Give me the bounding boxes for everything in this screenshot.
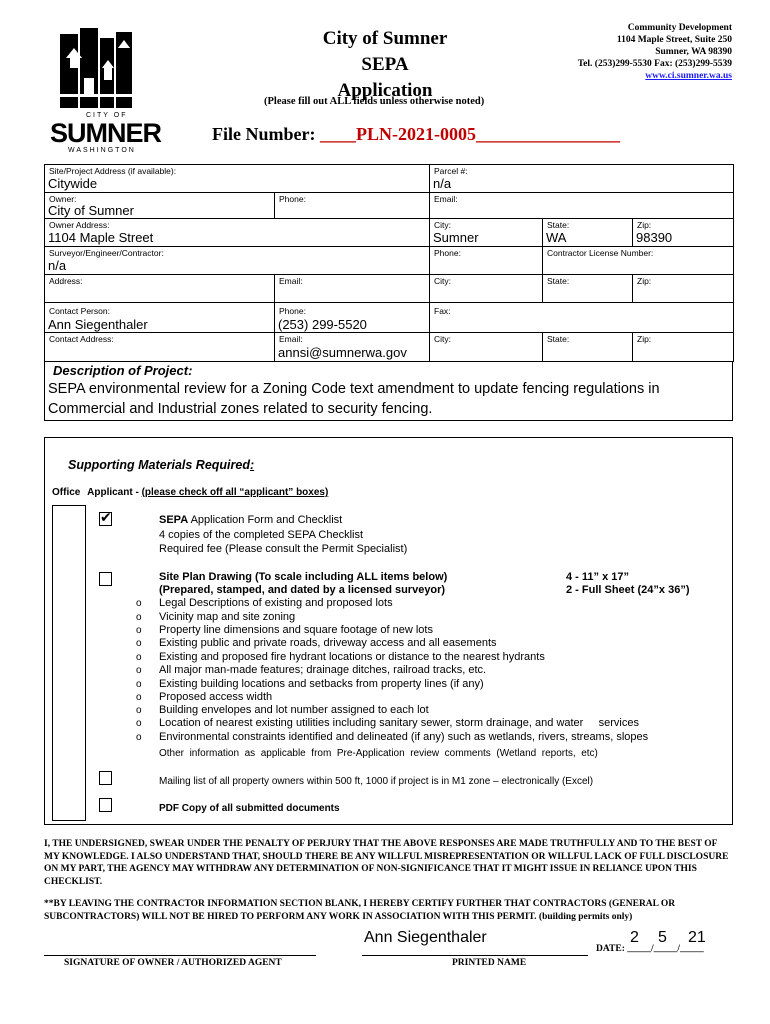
materials-heading-text: Supporting Materials Required: [68, 458, 250, 472]
contact-phone-cell[interactable]: [275, 303, 430, 333]
parcel-value: n/a: [433, 176, 452, 191]
contractor-license-label: Contractor License Number:: [547, 248, 654, 258]
list-item: Vicinity map and site zoning: [159, 611, 296, 623]
pdf-copy-checkbox[interactable]: [99, 798, 112, 812]
list-item: Property line dimensions and square footage of new lots: [159, 624, 433, 636]
sepa-checkbox[interactable]: [99, 512, 112, 526]
list-item: Legal Descriptions of existing and proposed lots: [159, 597, 393, 609]
date-field[interactable]: [596, 944, 704, 954]
logo-graphic: [46, 28, 156, 110]
dept-website-link[interactable]: www.ci.sumner.wa.us: [645, 71, 732, 81]
contractor-certification: **BY LEAVING THE CONTRACTOR INFORMATION SECTION BLANK, I HEREBY CERTIFY FURTHER THAT CONTRACTORS (GENERAL OR SUBCONTRACTORS) WILL NOT BE HIRED TO PERFORM ANY WORK IN ASSOCIATION WITH THIS PERMIT. (building permits only): [44, 899, 676, 922]
contractor-license-cell[interactable]: [543, 247, 734, 275]
surveyor-city-cell[interactable]: [430, 275, 543, 303]
bullet-icon: o: [136, 625, 142, 636]
date-day: 5: [658, 929, 667, 946]
owner-city-cell[interactable]: [430, 219, 543, 247]
date-blank: _____/_____/_____: [627, 944, 704, 954]
owner-zip-label: Zip:: [637, 220, 652, 230]
owner-phone-cell[interactable]: [275, 193, 430, 219]
file-number-value: ____PLN-2021-0005________________: [319, 124, 620, 144]
description-label: Description of Project:: [53, 363, 193, 378]
site-plan-checkbox[interactable]: [99, 572, 112, 586]
perjury-declaration: I, THE UNDERSIGNED, SWEAR UNDER THE PENALTY OF PERJURY THAT THE ABOVE RESPONSES ARE MADE TRUTHFULLY AND TO THE BEST OF MY KNOWLEDGE. I ALSO UNDERSTAND THAT, SHOULD THERE BE ANY WILLFUL MISREPRESENTATION OR WILLFUL LACK OF FULL DISCLOSURE ON MY PART, THE AGENCY MAY WITHDRAW ANY DETERMINATION OF NON-SIGNIFICANCE THAT IT MIGHT ISSUE IN RELIANCE UPON THIS CHECKLIST.: [44, 839, 729, 887]
site-plan-line2: (Prepared, stamped, and dated by a licensed surveyor): [159, 584, 446, 596]
owner-label: Owner:: [49, 194, 77, 204]
surveyor-state-cell[interactable]: [543, 275, 633, 303]
list-item: All major man-made features; drainage ditches, railroad tracks, etc.: [159, 664, 487, 676]
contact-person-value: Ann Siegenthaler: [48, 317, 148, 332]
bullet-icon: o: [136, 652, 142, 663]
owner-address-value: 1104 Maple Street: [48, 230, 154, 245]
list-item: Proposed access width: [159, 691, 273, 703]
bullet-icon: o: [136, 692, 142, 703]
title-line1: City of Sumner: [322, 28, 448, 49]
list-item: Existing building locations and setbacks from property lines (if any): [159, 678, 484, 690]
surveyor-label: Surveyor/Engineer/Contractor:: [49, 248, 164, 258]
logo-sub: WASHINGTON: [68, 147, 136, 154]
contact-city-label: City:: [434, 334, 451, 344]
contact-city-cell[interactable]: [430, 333, 543, 362]
surveyor-zip-label: Zip:: [637, 276, 652, 286]
checkmark-icon: ✔: [100, 510, 112, 526]
owner-cell[interactable]: [45, 193, 275, 219]
description-value: SEPA environmental review for a Zoning Code text amendment to update fencing regulations in Commercial and Industrial zones related to security fencing.: [48, 381, 660, 417]
contact-email-cell[interactable]: [275, 333, 430, 362]
surveyor-value: n/a: [48, 258, 67, 273]
contact-person-label: Contact Person:: [49, 306, 110, 316]
file-number-row: [212, 124, 620, 145]
sheet-size-full: 2 - Full Sheet (24”x 36”): [566, 584, 690, 596]
bullet-icon: o: [136, 679, 142, 690]
bullet-icon: o: [136, 598, 142, 609]
instruction-text: (Please fill out ALL fields unless otherwise noted): [264, 96, 485, 107]
title-line3: Application: [337, 80, 433, 101]
bullet-icon: o: [136, 732, 142, 743]
logo-small-text: CITY OF: [86, 112, 128, 119]
description-box[interactable]: [44, 361, 733, 421]
date-month: 2: [630, 929, 639, 946]
owner-city-label: City:: [434, 220, 451, 230]
surveyor-cell[interactable]: [45, 247, 430, 275]
bullet-icon: o: [136, 612, 142, 623]
owner-zip-value: 98390: [636, 230, 673, 245]
owner-zip-cell[interactable]: [633, 219, 734, 247]
owner-state-value: WA: [546, 230, 567, 245]
office-label: Office: [52, 487, 81, 498]
dept-phone: Tel. (253)299-5530 Fax: (253)299-5539: [577, 59, 732, 69]
contact-phone-value: (253) 299-5520: [278, 317, 367, 332]
sepa-copies: 4 copies of the completed SEPA Checklist: [159, 529, 364, 541]
owner-email-label: Email:: [434, 194, 458, 204]
signature-line[interactable]: [44, 955, 316, 956]
mailing-list-item: Mailing list of all property owners within 500 ft, 1000 if project is in M1 zone – electronically (Excel): [159, 776, 594, 787]
mailing-list-checkbox[interactable]: [99, 771, 112, 785]
bullet-icon: o: [136, 665, 142, 676]
date-label: DATE:: [596, 944, 625, 954]
page-title: [300, 26, 470, 104]
list-item: Environmental constraints identified and delineated (if any) such as wetlands, rivers, streams, slopes: [159, 731, 649, 743]
printed-name-line[interactable]: [362, 955, 588, 956]
applicant-instruction: (please check off all “applicant” boxes): [141, 487, 329, 498]
sepa-fee: Required fee (Please consult the Permit Specialist): [159, 543, 408, 555]
contact-zip-label: Zip:: [637, 334, 652, 344]
surveyor-phone-cell[interactable]: [430, 247, 543, 275]
applicant-form-table: [44, 164, 734, 362]
contact-fax-cell[interactable]: [430, 303, 734, 333]
surveyor-email-label: Email:: [279, 276, 303, 286]
surveyor-address-label: Address:: [49, 276, 83, 286]
title-line2: SEPA: [361, 54, 409, 75]
checklist-header: [52, 487, 328, 498]
owner-city-value: Sumner: [433, 230, 479, 245]
owner-phone-label: Phone:: [279, 194, 306, 204]
dept-city: Sumner, WA 98390: [655, 47, 732, 57]
parcel-label: Parcel #:: [434, 166, 468, 176]
list-item: Building envelopes and lot number assigned to each lot: [159, 704, 429, 716]
surveyor-address-cell[interactable]: [45, 275, 275, 303]
owner-address-cell[interactable]: [45, 219, 430, 247]
contact-address-cell[interactable]: [45, 333, 275, 362]
materials-heading: [68, 458, 254, 472]
owner-state-label: State:: [547, 220, 570, 230]
surveyor-zip-cell[interactable]: [633, 275, 734, 303]
owner-state-cell[interactable]: [543, 219, 633, 247]
sepa-rest: Application Form and Checklist: [188, 514, 343, 526]
office-use-box: [52, 505, 86, 821]
dept-name: Community Development: [627, 23, 732, 33]
site-address-cell[interactable]: [45, 165, 430, 193]
pdf-copy-item: PDF Copy of all submitted documents: [159, 803, 340, 814]
bullet-icon: o: [136, 718, 142, 729]
other-info: Other information as applicable from Pre-Application review comments (Wetland reports, etc): [159, 748, 598, 759]
list-item: Existing and proposed fire hydrant locations or distance to the nearest hydrants: [159, 651, 545, 663]
contact-person-cell[interactable]: [45, 303, 275, 333]
signature-label: SIGNATURE OF OWNER / AUTHORIZED AGENT: [64, 958, 282, 968]
date-year: 21: [688, 929, 706, 946]
contact-email-value: annsi@sumnerwa.gov: [278, 345, 407, 360]
site-plan-line1: Site Plan Drawing (To scale including ALL items below): [159, 571, 448, 583]
sepa-item: [159, 514, 342, 526]
owner-value: City of Sumner: [48, 203, 134, 218]
sheet-size-small: 4 - 11” x 17”: [566, 571, 629, 583]
parcel-cell[interactable]: [430, 165, 734, 193]
list-item: Existing public and private roads, driveway access and all easements: [159, 637, 497, 649]
contact-state-label: State:: [547, 334, 570, 344]
dept-street: 1104 Maple Street, Suite 250: [616, 35, 732, 45]
surveyor-email-cell[interactable]: [275, 275, 430, 303]
printed-name-label: PRINTED NAME: [452, 958, 527, 968]
contact-phone-label: Phone:: [279, 306, 306, 316]
contact-fax-label: Fax:: [434, 306, 451, 316]
owner-address-label: Owner Address:: [49, 220, 110, 230]
file-number-label: File Number:: [212, 124, 316, 144]
surveyor-phone-label: Phone:: [434, 248, 461, 258]
bullet-icon: o: [136, 705, 142, 716]
contact-email-label: Email:: [279, 334, 303, 344]
materials-heading-colon: :: [249, 458, 255, 472]
sepa-title: SEPA: [159, 514, 189, 526]
applicant-label: Applicant -: [87, 487, 142, 498]
list-item: Location of nearest existing utilities including sanitary sewer, storm drainage, and water services: [159, 717, 639, 729]
bullet-icon: o: [136, 638, 142, 649]
surveyor-state-label: State:: [547, 276, 570, 286]
contact-state-cell[interactable]: [543, 333, 633, 362]
contact-address-label: Contact Address:: [49, 334, 114, 344]
printed-name-value: Ann Siegenthaler: [364, 929, 487, 946]
site-address-value: Citywide: [48, 176, 98, 191]
city-logo: [46, 28, 162, 178]
contact-zip-cell[interactable]: [633, 333, 734, 362]
surveyor-city-label: City:: [434, 276, 451, 286]
department-address: [578, 22, 732, 82]
logo-name: SUMNER: [50, 118, 162, 148]
site-address-label: Site/Project Address (if available):: [49, 166, 177, 176]
owner-email-cell[interactable]: [430, 193, 734, 219]
